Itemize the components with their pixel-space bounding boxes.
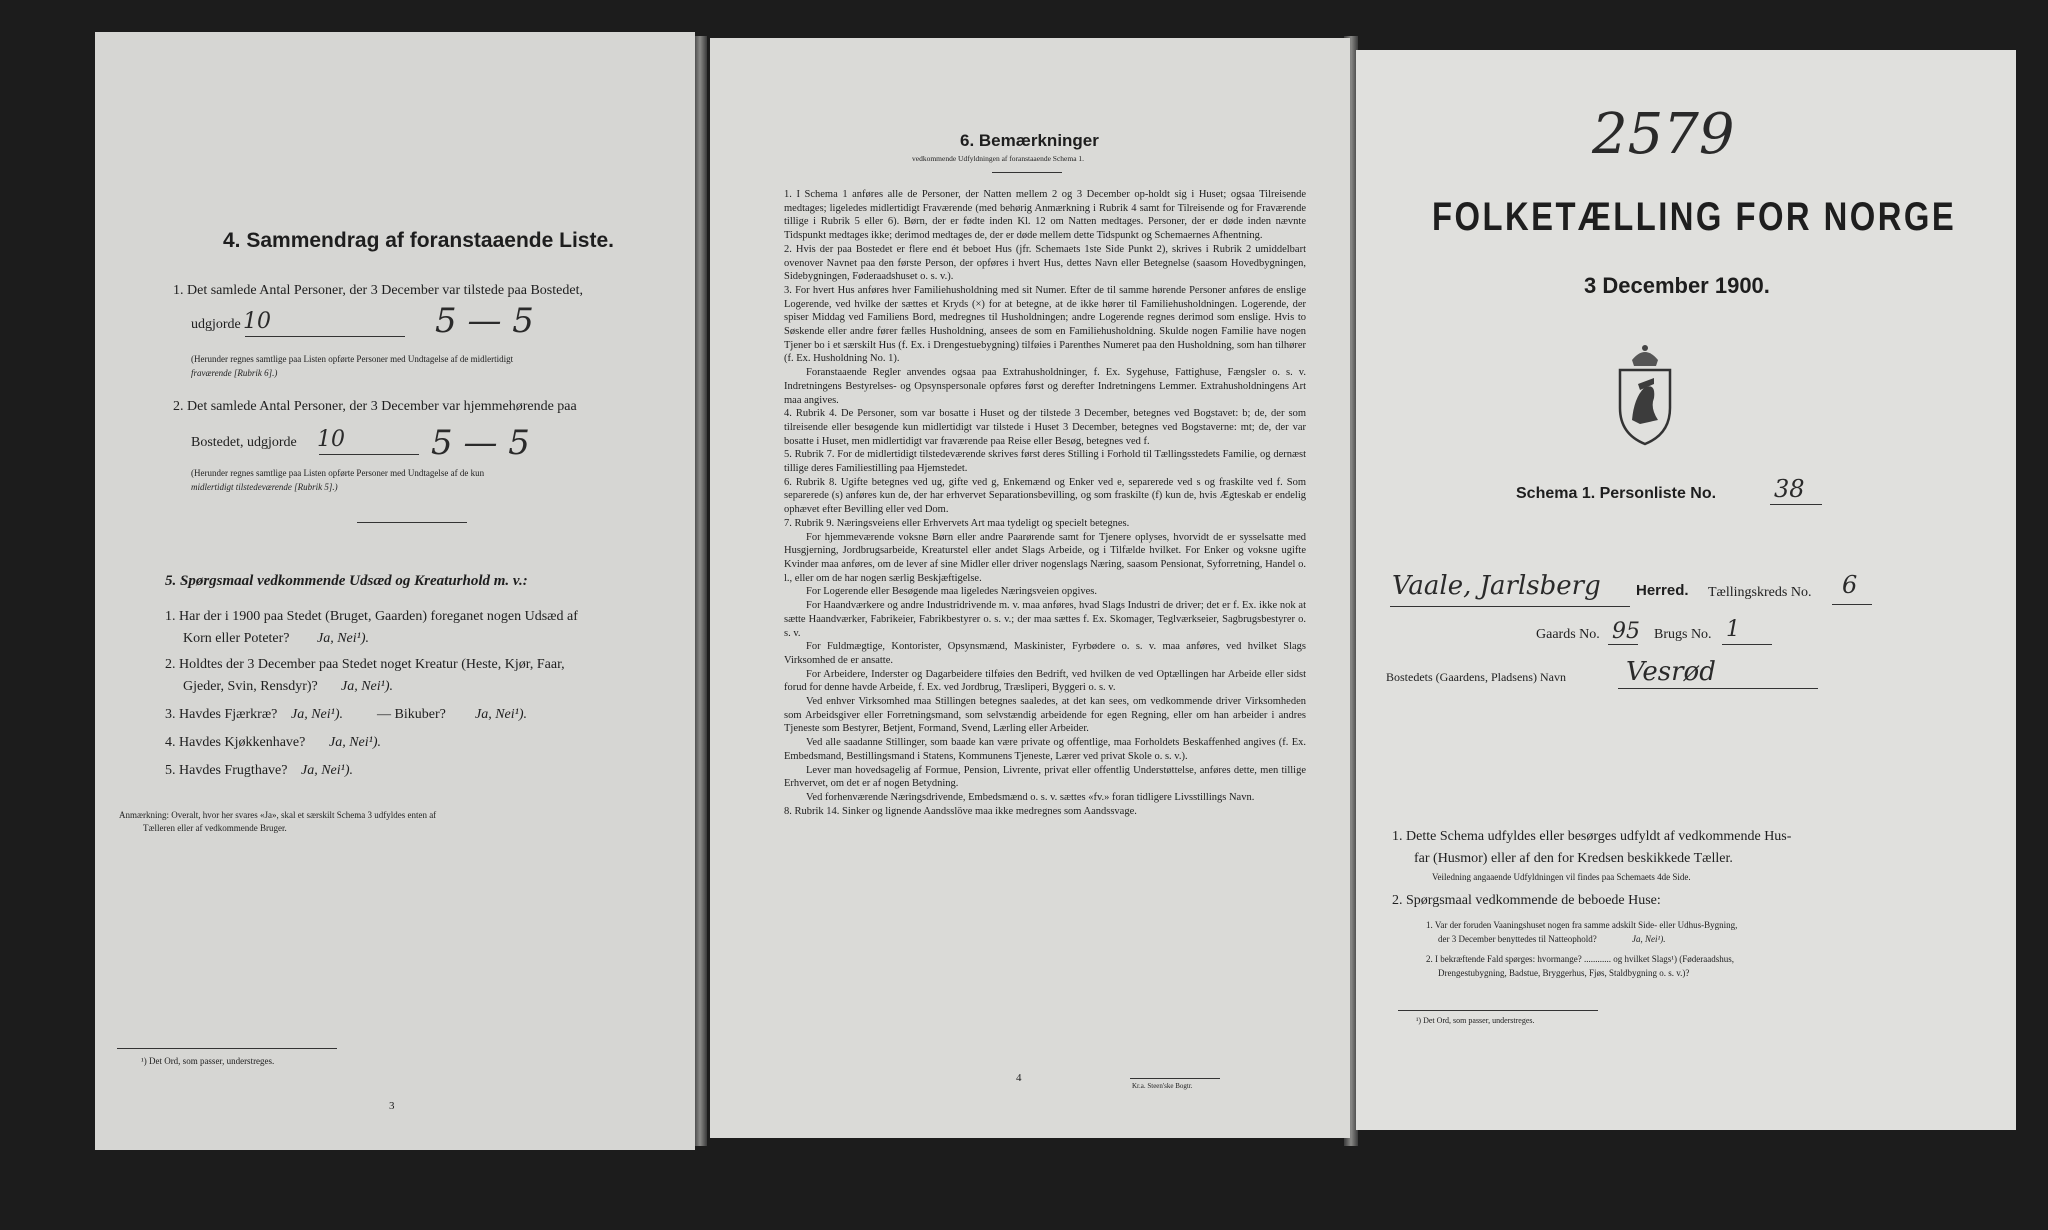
q5-1b: Korn eller Poteter? <box>183 631 290 646</box>
q2-hand: 5 — 5 <box>431 423 530 463</box>
remark-item: For Logerende eller Besøgende maa ligeledes Næringsveien opgives. <box>806 586 1097 598</box>
remark-item: For hjemmeværende voksne Børn eller andre Paarørende samt for Tjenere oplyses, hvorvidt de er sysselsatte med Husgjerning, Jordbrugsarbeide, Kreaturstel eller andet Slags Arbeide, og i Tilfælde hvilket. For Enker og voksne ugifte Kvinder maa anføres, om de lever af sine Midler eller driver nogenslags Næring, saasom Pensionat, Syforretning, Handel o. l., eller om de har nogen særlig Beskjæftigelse. <box>784 531 1306 584</box>
remark-item: 4. Rubrik 4. De Personer, som var bosatte i Huset og der tilstede 3 December, betegnes ved Bogstavet: b; de, der som tilreisende eller besøgende kun midlertidigt var tilstede i Huset 3 December, betegnes ved Bogstaverne: mt; de, der var bosatte i Huset, men midlertidigt var fraværende paa Reise eller Besøg, betegnes ved f. <box>784 408 1306 447</box>
summary-title: 4. Sammendrag af foranstaaende Liste. <box>223 229 614 252</box>
kreds-value: 6 <box>1842 571 1858 599</box>
q5-2a: 2. Holdtes der 3 December paa Stedet noget Kreatur (Heste, Kjør, Faar, <box>165 657 565 672</box>
instr1-line2: far (Husmor) eller af den for Kredsen beskikkede Tæller. <box>1414 851 1733 866</box>
q1-hand: 5 — 5 <box>435 301 534 341</box>
q5-4-ja-nei: Ja, Nei¹). <box>329 735 382 750</box>
section5-title: 5. Spørgsmaal vedkommende Udsæd og Kreaturhold m. v.: <box>165 573 528 589</box>
q1-line2: udgjorde <box>191 317 241 332</box>
schema-label: Schema 1. Personliste No. <box>1516 485 1717 502</box>
page-number-3: 3 <box>389 1100 395 1112</box>
remark-item: Foranstaaende Regler anvendes ogsaa paa Extrahusholdninger, f. Ex. Sygehuse, Fattighuse, Fængsler o. s. v. Indretningens Bestyrelses- og Opsynspersonale opføres først og derefter Indretningens Lemmer. Extrahusholdningens Art maa angives. <box>784 367 1306 406</box>
remarks-list <box>784 188 1306 818</box>
remark-item: Lever man hovedsagelig af Formue, Pension, Livrente, privat eller offentlig Understøttelse, anføres dette, men tillige Erhvervet, om det er af nogen Betydning. <box>784 764 1306 790</box>
page-3 <box>95 32 695 1150</box>
remark-item: Ved forhenværende Næringsdrivende, Embedsmænd o. s. v. sættes «fv.» foran tidligere Livsstillings Navn. <box>806 791 1255 803</box>
q5-4: 4. Havdes Kjøkkenhave? <box>165 735 306 750</box>
page-1 <box>1356 50 2016 1130</box>
remarks-subtitle: vedkommende Udfyldningen af foranstaaende Schema 1. <box>912 154 1085 163</box>
gaards-label: Gaards No. <box>1536 627 1600 642</box>
census-date: 3 December 1900. <box>1584 273 1770 298</box>
census-title: FOLKETÆLLING FOR NORGE <box>1432 195 1957 239</box>
bosted-label: Bostedets (Gaardens, Pladsens) Navn <box>1386 670 1566 684</box>
remark-item: 5. Rubrik 7. For de midlertidigt tilstedeværende skrives først deres Stilling i Forhold til Tællingsstedets Familie, og dernæst tillige deres Familiestilling paa Hjemstedet. <box>784 449 1306 475</box>
remarks-title: 6. Bemærkninger <box>960 131 1099 150</box>
remark-line2: Tælleren eller af vedkommende Bruger. <box>143 823 287 833</box>
q5-5-ja-nei: Ja, Nei¹). <box>301 763 354 778</box>
bosted-value: Vesrød <box>1626 657 1716 687</box>
instr1-line3: Veiledning angaaende Udfyldningen vil findes paa Schemaets 4de Side. <box>1432 872 1691 882</box>
q5-5: 5. Havdes Frugthave? <box>165 763 288 778</box>
instr1-line1: 1. Dette Schema udfyldes eller besørges udfyldt af vedkommende Hus- <box>1392 829 1792 844</box>
printer-mark: Kr.a. Steen'ske Bogtr. <box>1132 1082 1193 1090</box>
left-footnote: ¹) Det Ord, som passer, understreges. <box>141 1056 275 1066</box>
herred-label: Herred. <box>1636 582 1689 599</box>
remark-item: For Fuldmægtige, Kontorister, Opsynsmænd, Maskinister, Fyrbødere o. s. v. maa anføres, ved hvilket Slags Virksomhed de er ansatte. <box>784 641 1306 666</box>
instr2-1b: der 3 December benyttedes til Natteophold? <box>1438 934 1597 944</box>
brugs-label: Brugs No. <box>1654 627 1712 642</box>
instr2-1-ja-nei: Ja, Nei¹). <box>1632 934 1666 944</box>
page-gutter-left <box>693 36 707 1146</box>
remark-line1: Anmærkning: Overalt, hvor her svares «Ja», skal et særskilt Schema 3 udfyldes enten af <box>119 810 437 820</box>
remark-item: 1. I Schema 1 anføres alle de Personer, der Natten mellem 2 og 3 December op-holdt sig i Huset; ogsaa Tilreisende medtages; ligeledes midlertidigt Fraværende (med behørig Anmærkning i Rubrik 4 samt for Tilreisende og for Fraværende tillige i Rubrik 5 eller 6). Børn, der er fødte inden Kl. 12 om Natten medtages. Personer, der er døde inden nævnte Tidspunkt medtages ikke; derimod medtages de, der er døde mellem dette Tidspunkt og Schemaernes Afhentning. <box>784 189 1306 242</box>
remark-item: For Haandværkere og andre Industridrivende m. v. maa anføres, hvad Slags Industri de driver; det er f. Ex. ikke nok at sætte Haandværker, Fabrikeier, Fabrikbestyrer o. s. v.; der maa sættes f. Ex. Skomager, Teglværkseier, Sagbrugsbestyrer o. s. v. <box>784 600 1306 639</box>
schema-value: 38 <box>1774 475 1805 503</box>
q1-value: 10 <box>243 309 271 334</box>
q5-1-ja-nei: Ja, Nei¹). <box>317 631 370 646</box>
archive-number: 2579 <box>1592 102 1735 167</box>
coat-of-arms-icon <box>1610 338 1680 448</box>
remark-item: For Arbeidere, Inderster og Dagarbeidere tilføies den Bedrift, ved hvilken de ved Optællingen har Arbeide eller sidst forud for denne havde Arbeide, f. Ex. ved Jordbrug, Træsliperi, Byggeri o. s. v. <box>784 668 1306 694</box>
remark-item: Ved alle saadanne Stillinger, som baade kan være private og offentlige, maa Forholdets Beskaffenhed angives (f. Ex. Embedsmand, Bestillingsmand i Statens, Kommunens Tjeneste, Lærer ved privat Skole o. s. v.). <box>784 737 1306 762</box>
gaards-value: 95 <box>1612 619 1640 644</box>
q2-line2: Bostedet, udgjorde <box>191 435 297 450</box>
q2-line1: 2. Det samlede Antal Personer, der 3 December var hjemmehørende paa <box>173 399 577 414</box>
q5-1a: 1. Har der i 1900 paa Stedet (Bruget, Gaarden) foreganet nogen Udsæd af <box>165 609 578 624</box>
right-footnote: ¹) Det Ord, som passer, understreges. <box>1416 1016 1535 1025</box>
instr2-title: 2. Spørgsmaal vedkommende de beboede Huse: <box>1392 893 1661 908</box>
q1-note2: fraværende [Rubrik 6].) <box>191 368 278 378</box>
remark-item: 7. Rubrik 9. Næringsveiens eller Erhvervets Art maa tydeligt og specielt betegnes. <box>784 517 1130 529</box>
instr2-2a: 2. I bekræftende Fald spørges: hvormange? ............ og hvilket Slags¹) (Føderaadshus, <box>1426 954 1734 964</box>
q5-2b: Gjeder, Svin, Rensdyr)? <box>183 679 318 694</box>
instr2-1a: 1. Var der foruden Vaaningshuset nogen fra samme adskilt Side- eller Udhus-Bygning, <box>1426 920 1738 930</box>
q5-3-ja-nei: Ja, Nei¹). <box>291 707 344 722</box>
q5-3b: — Bikuber? <box>377 707 446 722</box>
q2-note2: midlertidigt tilstedeværende [Rubrik 5].) <box>191 482 338 492</box>
q2-note1: (Herunder regnes samtlige paa Listen opførte Personer med Undtagelse af de kun <box>191 468 485 478</box>
page-4 <box>710 38 1350 1138</box>
q1-note1: (Herunder regnes samtlige paa Listen opførte Personer med Undtagelse af de midlertidigt <box>191 354 514 364</box>
q5-2-ja-nei: Ja, Nei¹). <box>341 679 394 694</box>
remark-item: Ved enhver Virksomhed maa Stillingen betegnes saaledes, at det kan sees, om vedkommende driver Virksomheden som Arbeidsgiver eller Forretningsmand, som selvstændig arbeidende for egen Regning, eller om han arbeider i andres Tjeneste som Bestyrer, Betjent, Formand, Svend, Lærling eller Arbeider. <box>784 696 1306 735</box>
remark-item: 3. For hvert Hus anføres hver Familiehusholdning med sit Numer. Efter de til samme hørende Personer anføres de enslige Logerende, ved hvilke der sættes et Kryds (×) for at betegne, at de ikke hører til Familiehusholdningen. Logerende, der spiser Middag ved Familiens Bord, medregnes til Husholdningen; andre Logerende regnes derimod som enslige. Hvis to Søskende eller andre fører fælles Husholdning, ansees de som en Familiehusholdning. Skulde nogen Familie have nogen Tjener bo i et særskilt Hus (f. Ex. i Drengestuebygning) tilføies i Parenthes Numeret paa den Husholdning, som han tilhører (f. Ex. Husholdning No. 1). <box>784 284 1306 365</box>
q5-3: 3. Havdes Fjærkræ? <box>165 707 278 722</box>
brugs-value: 1 <box>1726 617 1740 642</box>
remark-item: 2. Hvis der paa Bostedet er flere end ét beboet Hus (jfr. Schemaets 1ste Side Punkt 2), skrives i Rubrik 2 umiddelbart ovenover Navnet paa den første Person, der opføres i hvert Hus, dettes Navn eller Betegnelse (saasom Hovedbygningen, Sidebygningen, Føderaadshuset o. s. v.). <box>784 243 1306 283</box>
page-number-4: 4 <box>1016 1072 1022 1084</box>
remark-item: 6. Rubrik 8. Ugifte betegnes ved ug, gifte ved g, Enkemænd og Enker ved e, separerede ved s og fraskilte ved f. Som separerede (s) anføres kun de, der har erhvervet Separationsbevilling, og som fraskilte (f) kun de, hvis Ægteskab er endelig ophævet efter Bevilling eller ved Dom. <box>784 476 1306 516</box>
kreds-label: Tællingskreds No. <box>1708 585 1812 600</box>
q5-3b-ja-nei: Ja, Nei¹). <box>475 707 528 722</box>
instr2-2b: Drengestubygning, Badstue, Bryggerhus, Fjøs, Staldbygning o. s. v.)? <box>1438 968 1690 978</box>
herred-value: Vaale, Jarlsberg <box>1392 571 1601 601</box>
q1-line1: 1. Det samlede Antal Personer, der 3 December var tilstede paa Bostedet, <box>173 283 583 298</box>
q2-value: 10 <box>317 427 345 452</box>
remark-item: 8. Rubrik 14. Sinker og lignende Aandsslöve maa ikke medregnes som Aandssvage. <box>784 805 1137 817</box>
